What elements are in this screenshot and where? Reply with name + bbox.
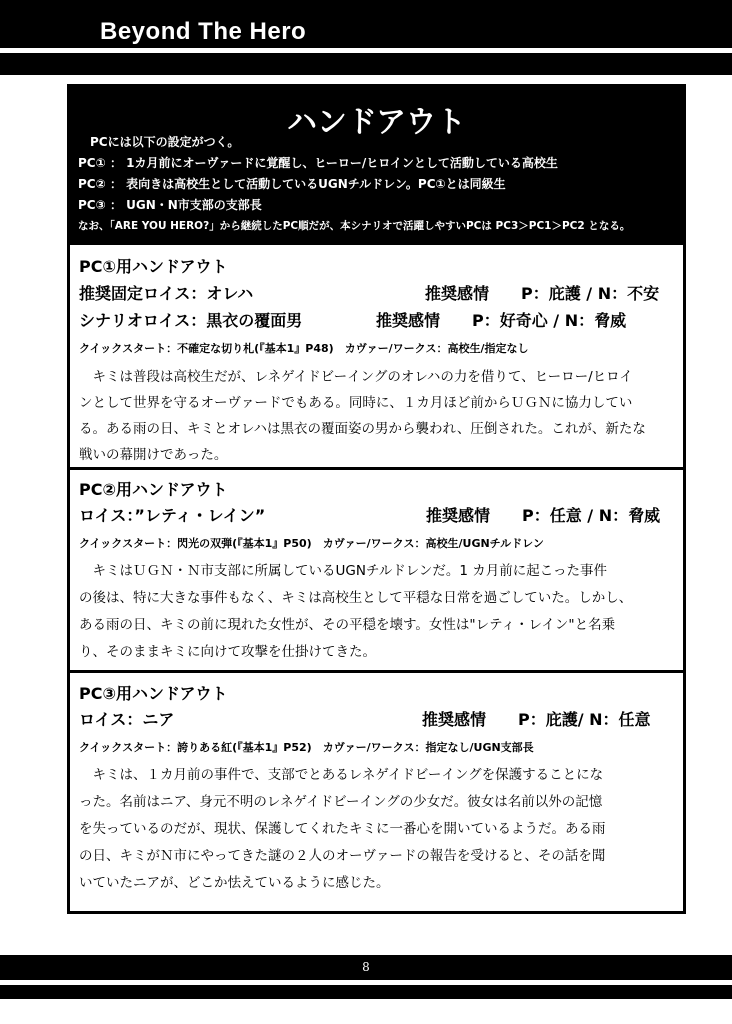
intro-line: PC③ ： UGN・N市支部の支部長 bbox=[78, 198, 262, 212]
pc3-body-line: を失っているのだが、現状、保護してくれたキミに一番心を開いているようだ。ある雨 bbox=[79, 821, 606, 837]
intro-block bbox=[70, 87, 683, 245]
pc3-quickstart: クイックスタート：誇りある紅(『基本1』P52) カヴァー/ワークス：指定なし/UGN支部長 bbox=[79, 741, 534, 754]
pc2-body-line: り、そのままキミに向けて攻撃を仕掛けてきた。 bbox=[79, 644, 376, 660]
pc1-title: PC①用ハンドアウト bbox=[79, 257, 228, 276]
pc3-section bbox=[70, 673, 683, 911]
handout-panel bbox=[67, 84, 686, 914]
pc3-body-line: った。名前はニア、身元不明のレネゲイドビーイングの少女だ。彼女は名前以外の記憶 bbox=[79, 794, 603, 810]
intro-line: PCには以下の設定がつく。 bbox=[90, 135, 240, 149]
pc2-title: PC②用ハンドアウト bbox=[79, 480, 228, 499]
page-number: 8 bbox=[362, 960, 370, 974]
pc1-body-line: ンとして世界を守るオーヴァードでもある。同時に、１カ月ほど前からＵＧＮに協力してい bbox=[79, 395, 633, 411]
pc1-fixed-lois: 推奨固定ロイス：オレハ bbox=[79, 284, 254, 303]
pc3-lois: ロイス：ニア bbox=[79, 710, 175, 729]
pc3-body-line: いていたニアが、どこか怯えているように感じた。 bbox=[79, 875, 390, 891]
pc2-lois-emotion: 推奨感情 P：任意 / N：脅威 bbox=[426, 506, 661, 525]
pc1-quickstart: クイックスタート：不確定な切り札(『基本1』P48) カヴァー/ワークス：高校生/指定なし bbox=[79, 342, 529, 355]
pc1-fixed-lois-emotion: 推奨感情 P：庇護 / N：不安 bbox=[425, 284, 660, 303]
intro-note: なお、「ARE YOU HERO?」から継続したPC順だが、本シナリオで活躍しやすいPCは PC3＞PC1＞PC2 となる。 bbox=[78, 220, 631, 232]
pc1-body-line: キミは普段は高校生だが、レネゲイドビーイングのオレハの力を借りて、ヒーロー/ヒロイ bbox=[79, 369, 633, 385]
pc1-body-line: る。ある雨の日、キミとオレハは黒衣の覆面姿の男から襲われ、圧倒された。これが、新たな bbox=[79, 421, 646, 437]
pc2-section bbox=[70, 470, 683, 670]
pc3-body-line: の日、キミがＮ市にやってきた謎の２人のオーヴァードの報告を受けると、その話を聞 bbox=[79, 848, 606, 864]
book-title: Beyond The Hero bbox=[100, 18, 307, 45]
pc2-body-line: ある雨の日、キミの前に現れた女性が、その平穏を壊す。女性は"レティ・レイン"と名乗 bbox=[79, 617, 616, 633]
pc1-scenario-lois: シナリオロイス：黒衣の覆面男 bbox=[79, 311, 303, 330]
pc3-lois-emotion: 推奨感情 P：庇護/ N：任意 bbox=[422, 710, 651, 729]
intro-line: PC① ： 1カ月前にオーヴァードに覚醒し、ヒーロー/ヒロインとして活動している高校生 bbox=[78, 156, 558, 170]
footer-rule bbox=[0, 985, 732, 999]
pc2-lois: ロイス：”レティ・レイン” bbox=[79, 506, 266, 525]
pc1-section bbox=[70, 245, 683, 465]
pc2-quickstart: クイックスタート：閃光の双弾(『基本1』P50) カヴァー/ワークス：高校生/UGNチルドレン bbox=[79, 537, 544, 550]
header-rule bbox=[0, 53, 732, 75]
pc3-title: PC③用ハンドアウト bbox=[79, 684, 228, 703]
pc2-body-line: キミはＵＧＮ・Ｎ市支部に所属しているUGNチルドレンだ。1 カ月前に起こった事件 bbox=[79, 563, 608, 579]
intro-line: PC② ： 表向きは高校生として活動しているUGNチルドレン。PC①とは同級生 bbox=[78, 177, 506, 191]
pc2-body-line: の後は、特に大きな事件もなく、キミは高校生として平穏な日常を過ごしていた。しかし、 bbox=[79, 590, 633, 606]
handout-heading: ハンドアウト bbox=[286, 105, 467, 140]
pc3-body-line: キミは、１カ月前の事件で、支部でとあるレネゲイドビーイングを保護することにな bbox=[79, 767, 604, 783]
pc1-body-line: 戦いの幕開けであった。 bbox=[79, 447, 228, 463]
pc1-scenario-lois-emotion: 推奨感情 P：好奇心 / N：脅威 bbox=[376, 311, 627, 330]
